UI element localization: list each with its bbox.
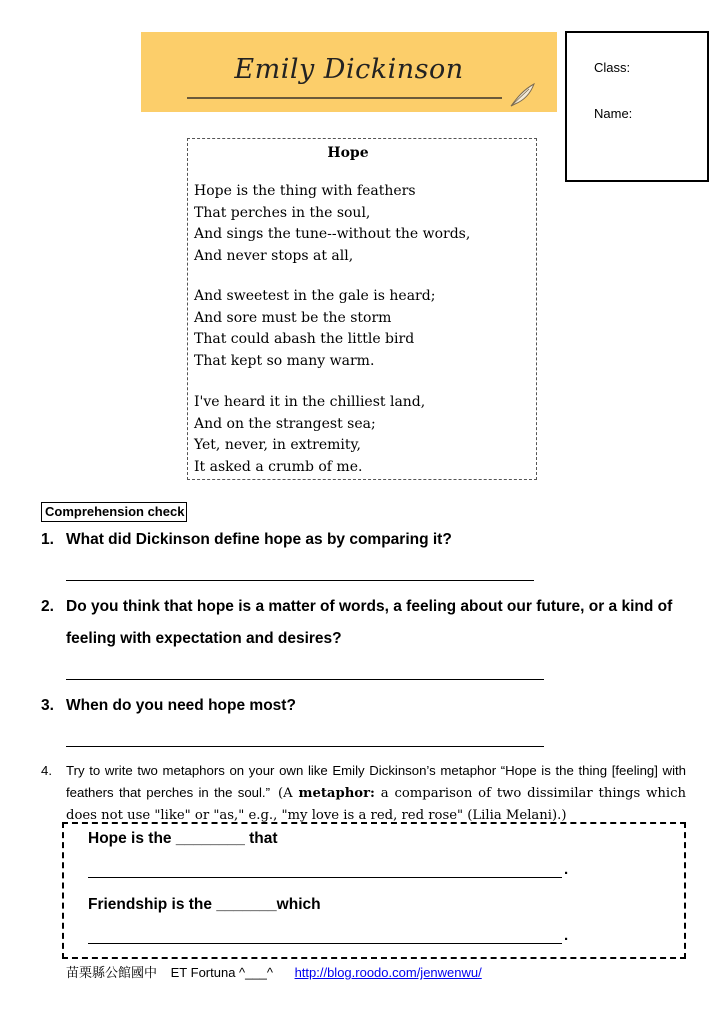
question-text: When do you need hope most? [66,697,296,714]
period: . [564,861,569,878]
blog-link[interactable]: http://blog.roodo.com/jenwenwu/ [294,965,482,980]
question-4-instruction: Try to write two metaphors on your own like Emily Dickinson’s metaphor “Hope is the thing [feeling] with feathers that perches in the soul.” [66,763,686,800]
page-title: Emily Dickinson [234,54,464,85]
poem-line: And sore must be the storm [194,309,392,326]
answer-line-3[interactable] [66,746,544,747]
poem-line: And never stops at all, [194,248,354,265]
friendship-answer-line[interactable] [88,943,562,944]
poem-stanza-1 [194,181,470,268]
metaphor-writing-box [62,822,686,959]
friendship-prompt: Friendship is the _______which [88,896,321,913]
answer-line-2[interactable] [66,679,544,680]
school-name: 苗栗縣公館國中 [66,966,158,981]
poem-line: That could abash the little bird [194,331,415,348]
question-number: 3. [41,697,54,714]
question-text: What did Dickinson define hope as by comparing it? [66,531,452,548]
question-number: 2. [41,598,54,615]
poem-line: Hope is the thing with feathers [194,183,416,199]
hope-prompt: Hope is the ________ that [88,830,278,847]
footer [66,962,482,981]
comprehension-check-label: Comprehension check [41,502,187,522]
poem-line: That perches in the soul, [194,204,371,221]
poem-line: Yet, never, in extremity, [194,437,361,454]
hope-answer-line[interactable] [88,877,562,878]
title-underline [187,97,502,99]
name-label: Name: [594,106,633,121]
poem-line: It asked a crumb of me. [194,459,363,476]
poem-line: That kept so many warm. [194,353,375,370]
class-label: Class: [594,60,631,75]
poem-box [187,138,537,480]
question-text-continued: feeling with expectation and desires? [66,630,342,647]
question-number: 1. [41,531,54,548]
poem-line: And sweetest in the gale is heard; [194,288,436,304]
question-4-text [66,760,686,827]
paren-open: (A [277,785,299,801]
period: . [564,927,569,944]
metaphor-term: metaphor: [298,785,375,801]
poem-line: And sings the tune--without the words, [194,226,471,243]
quill-feather-icon [507,80,537,110]
answer-line-1[interactable] [66,580,534,581]
metaphor-definition: a comparison of two dissimilar things which does not use "like" or "as," e.g., "my love is a red, red rose" (Lilia Melani).) [66,785,686,823]
poem-line: And on the strangest sea; [194,415,376,432]
poem-line: I've heard it in the chilliest land, [194,394,426,410]
question-number: 4. [41,763,52,778]
poem-stanza-2 [194,286,435,373]
poem-title: Hope [327,145,369,161]
student-info-box [565,31,709,182]
author: ET Fortuna ^___^ [170,965,273,980]
title-banner [141,32,557,112]
question-text: Do you think that hope is a matter of words, a feeling about our future, or a kind of [66,598,673,615]
poem-stanza-3 [194,392,425,479]
